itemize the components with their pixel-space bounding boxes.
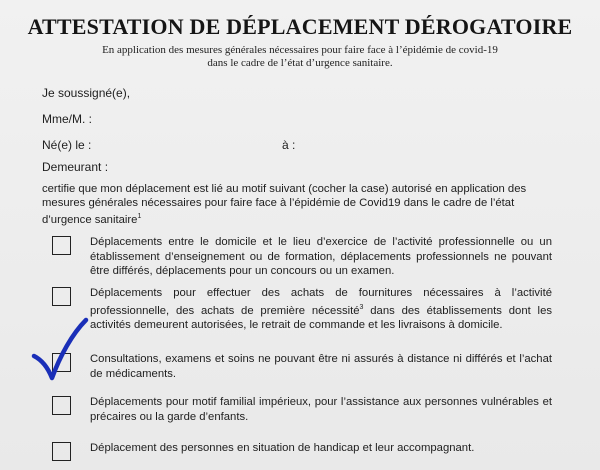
check-mark-icon xyxy=(28,316,92,382)
field-demeurant[interactable]: Demeurant : xyxy=(42,160,109,174)
option-famille-text: Déplacements pour motif familial impérieux, pour l’assistance aux personnes vulnérables et précaires ou la garde d’enfants. xyxy=(90,396,552,423)
field-soussigne: Je soussigné(e), xyxy=(42,86,131,100)
checkbox-handicap[interactable] xyxy=(52,442,71,461)
certify-footnote: 1 xyxy=(137,213,142,220)
field-ne-le[interactable]: Né(e) le : xyxy=(42,138,92,152)
checkbox-achats[interactable] xyxy=(52,287,71,306)
checkbox-famille[interactable] xyxy=(52,396,71,415)
form-title: ATTESTATION DE DÉPLACEMENT DÉROGATOIRE xyxy=(27,14,573,39)
certify-paragraph xyxy=(42,182,552,227)
option-travail-text: Déplacements entre le domicile et le lieu d’exercice de l’activité professionnelle ou un établissement d’enseignement ou de formation, déplacements professionnels ne pouvant être différés, déplacements pour un concours ou un examen. xyxy=(90,236,552,277)
option-achats-text-b: dans des établissements dont les activités demeurent autorisées, le retrait de commande et les livraisons à domicile. xyxy=(90,304,552,331)
subtitle-line-1: En application des mesures générales nécessaires pour faire face à l’épidémie de covid-19 xyxy=(102,44,498,56)
certify-text: certifie que mon déplacement est lié au motif suivant (cocher la case) autorisé en application des mesures générales nécessaires pour faire face à l’épidémie de Covid19 dans le cadre de l’état d’urgence sanitaire xyxy=(42,183,527,226)
checkbox-travail[interactable] xyxy=(52,236,71,255)
form-subtitle xyxy=(0,44,600,70)
subtitle-line-2: dans le cadre de l’état d’urgence sanitaire. xyxy=(207,57,393,69)
field-mme-m[interactable]: Mme/M. : xyxy=(42,112,92,126)
option-achats-text-a: Déplacements pour effectuer des achats de fournitures nécessaires à l’activité professionnelle, des achats de première nécessité xyxy=(90,287,552,317)
option-sante-text: Consultations, examens et soins ne pouvant être ni assurés à distance ni différés et l’achat de médicaments. xyxy=(90,353,552,380)
field-lieu-naissance[interactable]: à : xyxy=(282,138,296,152)
option-handicap-text: Déplacement des personnes en situation de handicap et leur accompagnant. xyxy=(90,442,475,454)
option-achats-footnote: 3 xyxy=(359,303,364,311)
option-achats-text xyxy=(90,286,552,332)
